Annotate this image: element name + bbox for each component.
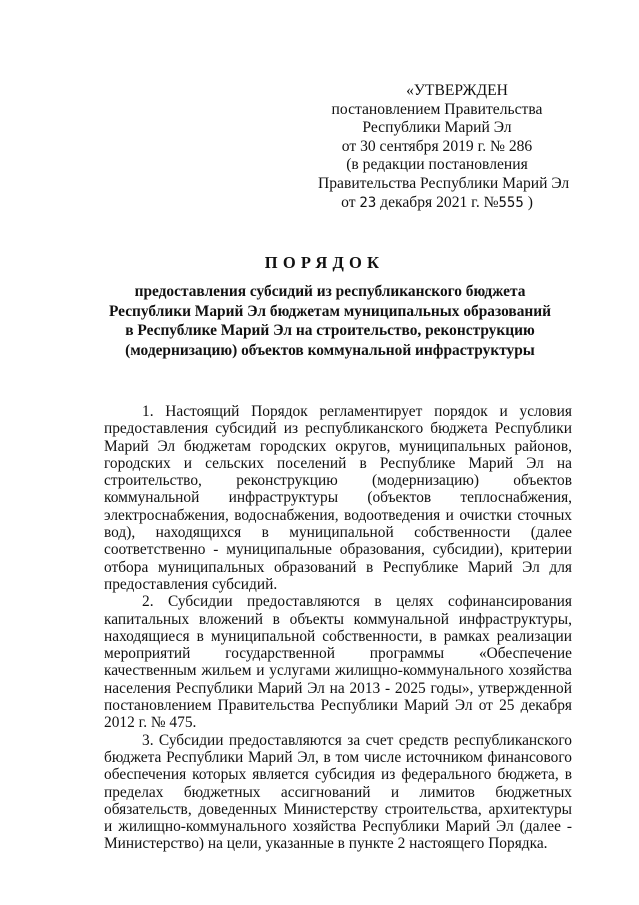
approval-date-line (318, 194, 556, 213)
approval-date-day: 23 (359, 194, 377, 211)
approval-line: (в редакции постановления (346, 156, 528, 174)
approval-line: Республики Марий Эл (362, 119, 512, 137)
approval-line: от 30 сентября 2019 г. № 286 (341, 137, 533, 155)
paragraph-1: 1. Настоящий Порядок регламентирует порядок и условия предоставления субсидий из республиканского бюджета Республики Марий Эл бюджетам городских округов, муниципальных районов, городских и сельских поселений в Республике Марий Эл на строительство, реконструкцию (модернизацию) объектов коммунальной инфраструктуры (объектов теплоснабжения, электроснабжения, водоснабжения, водоотведения и очистки сточных вод), находящихся в муниципальной собственности (далее соответственно - муниципальные образования, субсидии), критерии отбора муниципальных образований в Республике Марий Эл для предоставления субсидий. (104, 403, 572, 593)
paragraph-2: 2. Субсидии предоставляются в целях софинансирования капитальных вложений в объекты коммунальной инфраструктуры, находящиеся в муниципальной собственности, в рамках реализации мероприятий государственной программы «Обеспечение качественным жильем и услугами жилищно-коммунального хозяйства населения Республики Марий Эл на 2013 - 2025 годы», утвержденной постановлением Правительства Республики Марий Эл от 25 декабря 2012 г. № 475. (104, 593, 572, 732)
approval-date-middle: декабря 2021 г. № (376, 193, 499, 211)
subtitle-line: предоставления субсидий из республиканского бюджета (134, 283, 526, 300)
approval-line: Правительства Республики Марий Эл (318, 174, 570, 192)
paragraph-3: 3. Субсидии предоставляются за счет средств республиканского бюджета Республики Марий Эл, в том числе источником финансового обеспечения которых является субсидия из федерального бюджета, в пределах бюджетных ассигнований и лимитов бюджетных обязательств, доведенных Министерству строительства, архитектуры и жилищно-коммунального хозяйства Республики Марий Эл (далее - Министерство) на цели, указанные в пункте 2 настоящего Порядка. (104, 731, 572, 853)
approval-date-number: 555 (498, 194, 524, 211)
subtitle-line: Республики Марий Эл бюджетам муниципальных образований (108, 302, 552, 320)
approval-date-prefix: от (341, 193, 360, 211)
document-body (104, 403, 572, 853)
subtitle-line: (модернизацию) объектов коммунальной инфраструктуры (125, 341, 535, 359)
document-title: ПОРЯДОК (264, 253, 385, 272)
document-subtitle (100, 282, 560, 360)
approval-date-suffix: ) (523, 193, 533, 211)
approval-line: постановлением Правительства (331, 100, 543, 118)
subtitle-line: в Республике Марий Эл на строительство, реконструкцию (125, 322, 535, 339)
approval-line: «УТВЕРЖДЕН (406, 82, 508, 99)
approval-stamp (318, 82, 570, 212)
